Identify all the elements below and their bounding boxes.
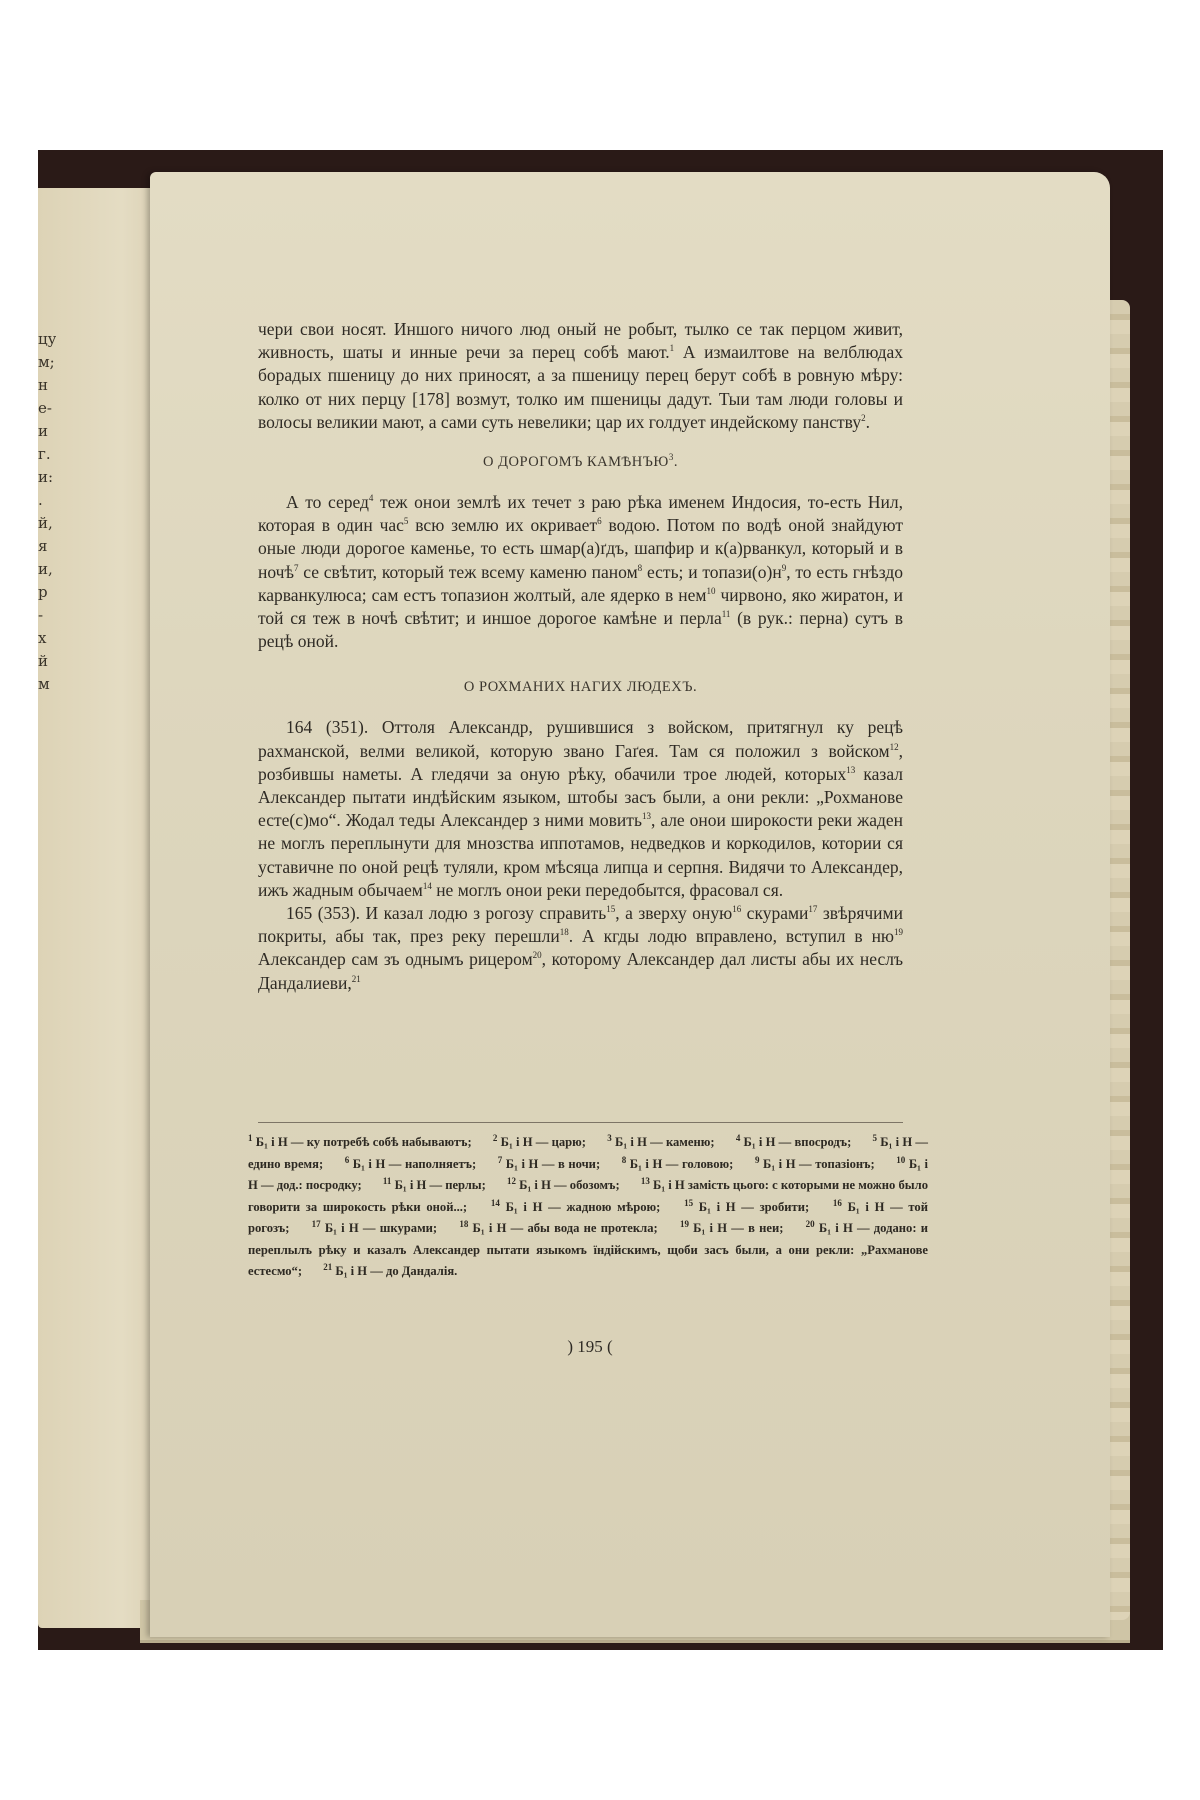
footnote-ref: 14: [422, 881, 432, 892]
footnote-20: $^{20}$ Б₁ і Н — додано: и переплылъ рѣку и казалъ Александер пытати языкомъ їндійскимъ, щоби засъ были, а они рекли: „Рахманове естесмо“;: [248, 1218, 928, 1278]
footnote-5: $^5$ Б₁ і Н — едино время;: [248, 1132, 929, 1171]
footnote-1: $^1$ Б₁ і Н — ку потребѣ собѣ набываютъ;: [248, 1132, 472, 1149]
footnote-2: $^2$ Б₁ і Н — царю;: [492, 1132, 586, 1149]
paragraph-text: чери свои носят. Иншого ничого люд оный не робыт, тылко се так перцом живит, живность, шаты и инные речи за перец собѣ мают.: [258, 319, 903, 363]
footnote-ref: 3: [668, 452, 674, 463]
footnote-8: $^8$ Б₁ і Н — головою;: [621, 1154, 734, 1171]
footnote-ref: 21: [351, 973, 361, 984]
footnote-12: $^{12}$ Б₁ і Н — обозомъ;: [507, 1175, 620, 1192]
footnote-16: $^{16}$ Б₁ і Н — той рогозъ;: [248, 1197, 928, 1235]
footnote-11: $^{11}$ Б₁ і Н — перлы;: [382, 1175, 486, 1192]
footnote-ref: 12: [889, 741, 899, 752]
previous-page-fragment: м: [38, 675, 50, 693]
footnote-14: $^{14}$ Б₁ і Н — жадною мѣрою;: [490, 1197, 661, 1214]
footnote-ref: 4: [368, 493, 374, 504]
paragraph-precious-stones: А то серед$^4$ теж онои землѣ их течет з раю рѣка именем Индосия, то-есть Нил, которая в один час$^5$ всю землю их окривает$^6$ водою. Потом по водѣ оной знайдуют оные люди дорогое каменье, то есть шмар(а)ґдъ, шапфир и к(а)рванкул, который и в ночѣ$^7$ се свѣтит, который теж всему каменю паном$^8$ есть; и $топази(о)н^9$, то есть гнѣздо карванкулюса; сам естъ топазион жолтый, але ядерко в нем$^{10}$ чирвоно, яко жиратон, и той ся теж в ночѣ свѣтит; и иншое дорогое камѣне и перла$^{11}$ (в рук.: перна) сутъ в рецѣ оной.: [258, 492, 904, 652]
footnote-19: $^{19}$ Б₁ і Н — в неи;: [679, 1218, 784, 1235]
footnote-ref: 13: [846, 765, 856, 776]
previous-page-fragment: -: [38, 606, 44, 624]
footnote-13: $^{13}$ Б₁ і Н замість цього: с которыми не можно было говорити за широкость рѣки оной...;: [248, 1175, 929, 1214]
footnote-10: $^{10}$ Б₁ і Н — дод.: посродку;: [248, 1154, 928, 1192]
footnote-ref: 6: [597, 516, 602, 527]
paragraph-continuation: чери свои носят. Иншого ничого люд оный не робыт, тылко се так перцом живит, живность, шаты и инные речи за перец собѣ мают.$^1$ А измаилтове на велблюдах борадых пшеницу до них приносят, а за пшеницу перец берут собѣ в ровную мѣру: колко от них перцу [178] возмут, толко им пшеницы дадут. Тыи там люди головы и волосы великии мают, а сами суть невелики; цар их голдует индейскому панству$^2$.: [258, 319, 903, 432]
footnote-ref: 19: [894, 927, 904, 938]
previous-page-fragment: и:: [38, 468, 54, 486]
previous-page-fragment: и: [38, 422, 48, 440]
paragraph-text: А измаилтове на велблюдах борадых пшеницу до них приносят, а за пшеницу перец берут собѣ в ровную мѣру: колко от них перцу [178] возмут, толко им пшеницы дадут. Тыи там люди головы и волосы великии мают, а сами суть невелики; цар их голдует индейскому панству: [258, 342, 903, 432]
footnote-ref: 11: [721, 609, 731, 620]
footnote-ref: 18: [559, 927, 569, 938]
previous-page-fragment: р: [38, 583, 48, 601]
footnote-ref: 5: [403, 516, 409, 527]
footnote-ref: 8: [637, 562, 643, 573]
footnote-4: $^4$ Б₁ і Н — впосродъ;: [735, 1132, 852, 1149]
previous-page-fragment: я: [38, 537, 48, 555]
previous-page-fragment: г.: [38, 445, 51, 463]
body-text: [258, 318, 903, 995]
footnote-7: $^7$ Б₁ і Н — в ночи;: [497, 1154, 601, 1171]
footnote-ref: 2: [861, 412, 866, 423]
footnote-ref: 16: [732, 904, 742, 915]
footnote-ref: 10: [706, 586, 716, 596]
footnote-6: $^6$ Б₁ і Н — наполняетъ;: [344, 1154, 477, 1171]
footnote-ref: 1: [669, 343, 675, 354]
footnote-ref: 13: [641, 811, 651, 822]
previous-page-fragment: цу: [38, 330, 56, 348]
heading-text: О ДОРОГОМЪ КАМѢНЪЮ: [483, 454, 669, 471]
footnote-divider: [258, 1122, 903, 1123]
paragraph-164: 164 (351). Оттоля Александр, рушившися з войском, притягнул ку рецѣ рахманской, велми великой, которую звано Гаґея. Там ся положил з войском$^{12}$, розбившы наметы. А гледячи за оную рѣку, обачили трое людей, которых$^{13}$ казал Александер пытати индѣйским языком, штобы засъ были, а они рекли: „Рохманове есте(с)мо“. Жодал теды Александер з ними мовить$^{13}$, але онои широкости реки жаден не моглъ переплынути для мнозства иппотамов, недведков и коркодилов, котории ся уставичне по оной рецѣ туляли, кром мѣсяца липца и серпня. Видячи то Александер, ижъ жадным обычаем$^{14}$ не моглъ онои реки передобытся, фрасовал ся.: [258, 717, 904, 900]
footnote-9: $^9$ Б₁ і Н — топазіонъ;: [754, 1154, 875, 1171]
previous-page-fragment: .: [38, 491, 43, 509]
paragraph-165: 165 (353). И казал лодю з рогозу справить$^{15}$, а зверху оную$^{16}$ скурами$^{17}$ звѣрячими покриты, абы так, през реку перешли$^{18}$. А кгды лодю вправлено, вступил в $ню^{19}$ Александер сам зъ однымъ рицером$^{20}$, которому Александер дал листы абы их неслъ Дандалиеви,$^{21}$: [258, 903, 904, 993]
footnote-ref: 20: [532, 950, 542, 961]
footnote-ref: 9: [781, 562, 787, 573]
page-number: ) 195 (: [567, 1337, 613, 1356]
footnote-ref: 7: [293, 562, 299, 573]
footnote-18: $^{18}$ Б₁ і Н — абы вода не протекла;: [459, 1218, 658, 1235]
footnote-17: $^{17}$ Б₁ і Н — шкурами;: [311, 1218, 438, 1235]
footnote-15: $^{15}$ Б₁ і Н — зробити;: [684, 1197, 810, 1214]
previous-page-fragment: х: [38, 629, 47, 647]
section-heading-rakhmans: О РОХМАНИХ НАГИХ ЛЮДЕХЪ.: [463, 679, 698, 696]
previous-page-fragment: н: [38, 376, 48, 394]
previous-page-fragment: м;: [38, 353, 55, 371]
previous-page-fragment: й: [38, 652, 48, 670]
footnote-ref: 17: [808, 904, 818, 915]
footnote-3: $^3$ Б₁ і Н — каменю;: [607, 1132, 715, 1149]
footnote-ref: 15: [606, 904, 616, 915]
section-heading-precious-stones: О ДОРОГОМЪ КАМѢНЪЮ$^3$.: [483, 452, 678, 471]
previous-page-fragment: е-: [38, 399, 52, 417]
footnotes: [248, 1132, 928, 1283]
previous-page-fragment: й,: [38, 514, 53, 532]
previous-page-fragment: и,: [38, 560, 53, 578]
footnote-21: $^{21}$ Б₁ і Н — до Дандалія.: [323, 1261, 458, 1278]
